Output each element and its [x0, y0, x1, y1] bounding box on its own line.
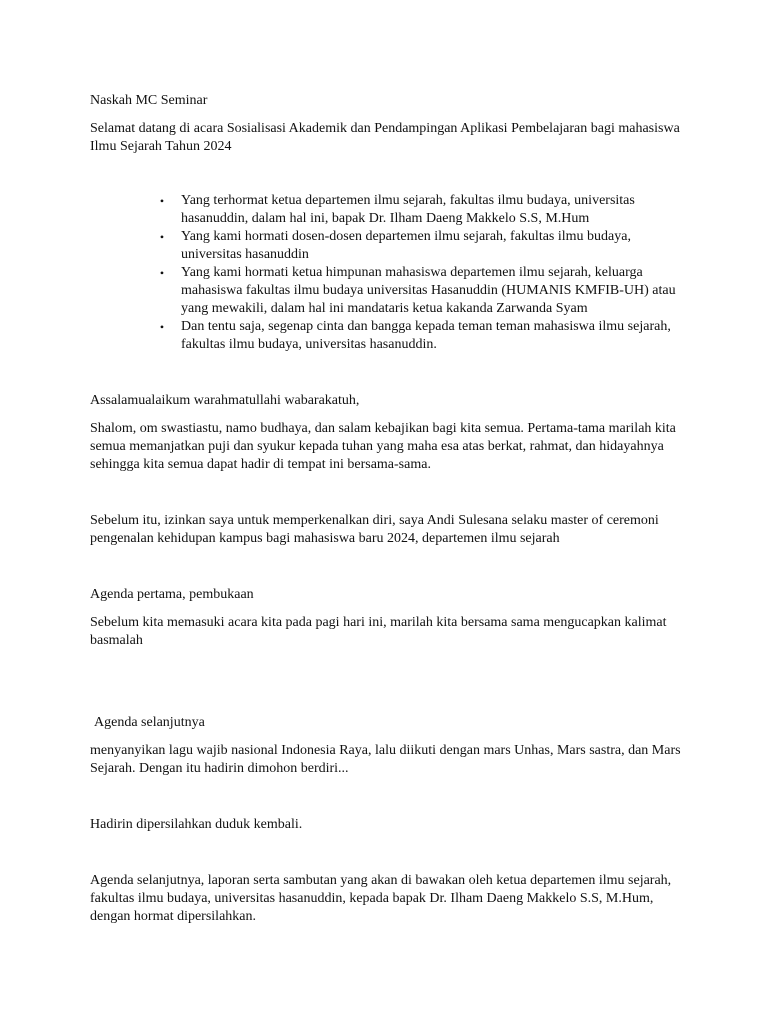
- list-item-text: Yang kami hormati ketua himpunan mahasiswa departemen ilmu sejarah, keluarga mahasiswa fakultas ilmu budaya universitas Hasanuddin (HUMANIS KMFIB-UH) atau yang mewakili, dalam hal ini mandataris ketua kakanda Zarwanda Syam: [181, 265, 676, 316]
- list-item: [159, 318, 690, 354]
- agenda-opening-text: Sebelum kita memasuki acara kita pada pagi hari ini, marilah kita bersama sama mengucapkan kalimat basmalah: [90, 615, 667, 648]
- intro-paragraph: Sebelum itu, izinkan saya untuk memperkenalkan diri, saya Andi Sulesana selaku master of ceremoni pengenalan kehidupan kampus bagi mahasiswa baru 2024, departemen ilmu sejarah: [90, 513, 659, 546]
- seated-paragraph: Hadirin dipersilahkan duduk kembali.: [90, 817, 303, 832]
- list-item-text: Yang kami hormati dosen-dosen departemen ilmu sejarah, fakultas ilmu budaya, universitas hasanuddin: [181, 229, 631, 262]
- agenda-next-text: menyanyikan lagu wajib nasional Indonesia Raya, lalu diikuti dengan mars Unhas, Mars sastra, dan Mars Sejarah. Dengan itu hadirin dimohon berdiri...: [90, 743, 681, 776]
- document-page: [90, 92, 690, 926]
- bullet-icon: •: [159, 194, 165, 208]
- agenda-report-paragraph: Agenda selanjutnya, laporan serta sambutan yang akan di bawakan oleh ketua departemen ilmu sejarah, fakultas ilmu budaya, universitas hasanuddin, kepada bapak Dr. Ilham Daeng Makkelo S.S, M.Hum, dengan hormat dipersilahkan.: [90, 873, 672, 924]
- shalom-paragraph: Shalom, om swastiastu, namo budhaya, dan salam kebajikan bagi kita semua. Pertama-tama marilah kita semua memanjatkan puji dan syukur kepada tuhan yang maha esa atas berkat, rahmat, dan hidayahnya sehingga kita semua dapat hadir di tempat ini bersama-sama.: [90, 421, 676, 472]
- welcome-paragraph: Selamat datang di acara Sosialisasi Akademik dan Pendampingan Aplikasi Pembelajaran bagi mahasiswa Ilmu Sejarah Tahun 2024: [90, 121, 680, 154]
- list-item: [159, 228, 690, 264]
- list-item: [159, 264, 690, 318]
- bullet-icon: •: [159, 266, 165, 280]
- agenda-next-heading: Agenda selanjutnya: [94, 715, 205, 730]
- agenda-opening-heading: Agenda pertama, pembukaan: [90, 587, 254, 602]
- greetings-list: [90, 192, 690, 354]
- list-item-text: Yang terhormat ketua departemen ilmu sejarah, fakultas ilmu budaya, universitas hasanuddin, dalam hal ini, bapak Dr. Ilham Daeng Makkelo S.S, M.Hum: [181, 193, 635, 226]
- list-item: [159, 192, 690, 228]
- bullet-icon: •: [159, 230, 165, 244]
- salam-paragraph: Assalamualaikum warahmatullahi wabarakatuh,: [90, 393, 360, 408]
- list-item-text: Dan tentu saja, segenap cinta dan bangga kepada teman teman mahasiswa ilmu sejarah, fakultas ilmu budaya, universitas hasanuddin.: [181, 319, 671, 352]
- bullet-icon: •: [159, 320, 165, 334]
- document-title: Naskah MC Seminar: [90, 93, 208, 108]
